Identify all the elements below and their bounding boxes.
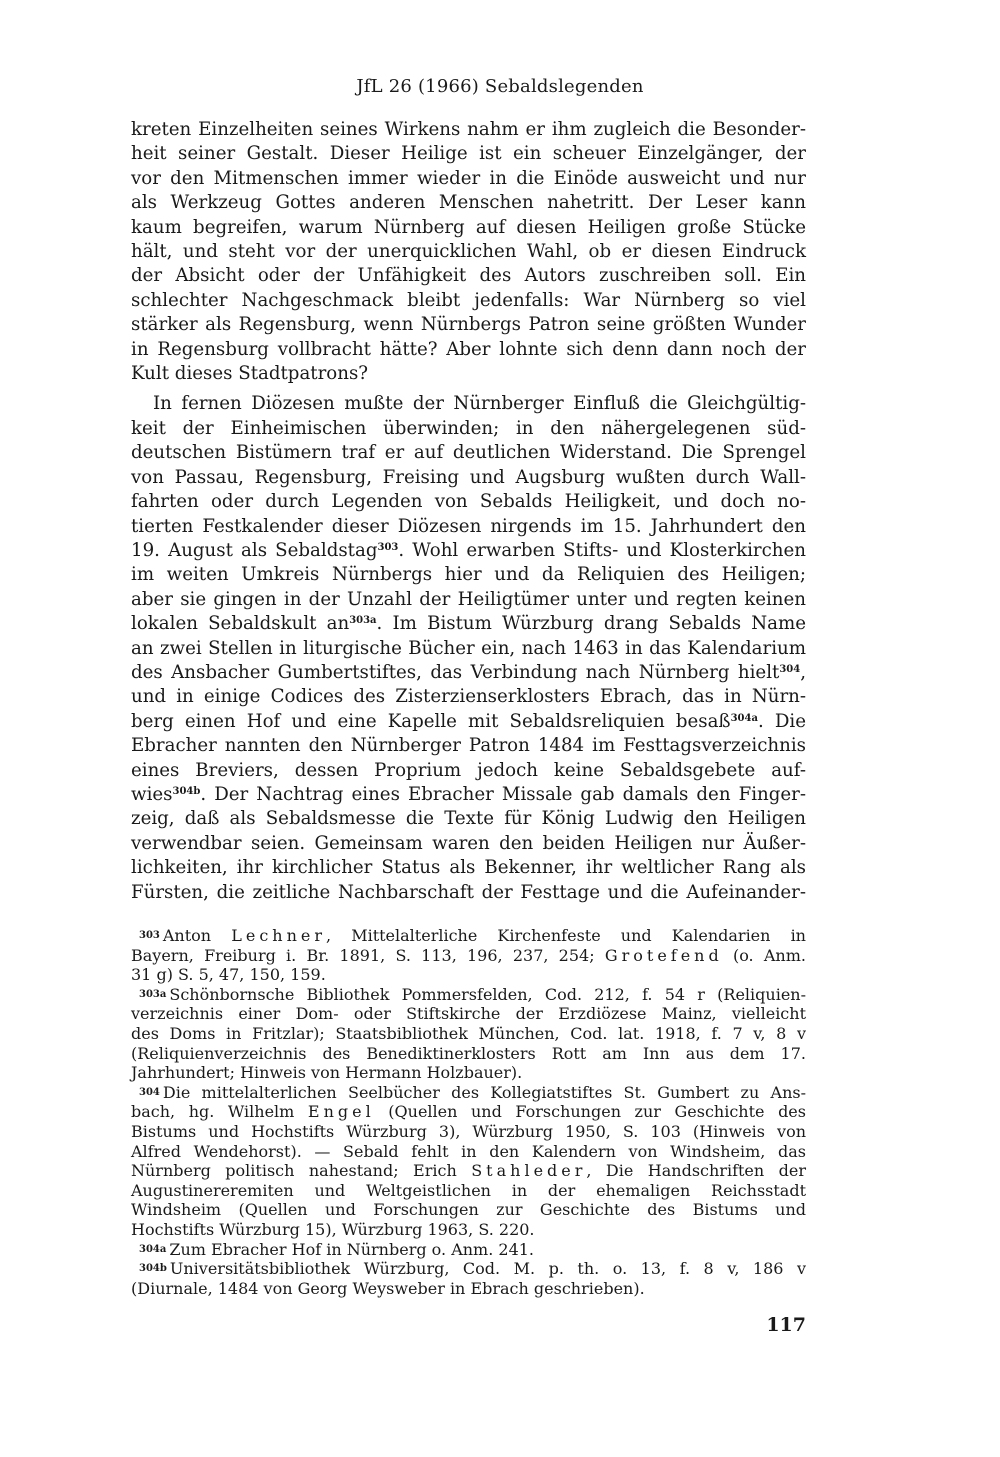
text-line: des Ansbacher Gumbertstiftes, das Verbindung nach Nürnberg hielt$^{304}$, <box>131 661 806 683</box>
text-line: kaum begreifen, warum Nürnberg auf diesen Heiligen große Stücke <box>131 216 806 238</box>
text-line: In fernen Diözesen mußte der Nürnberger Einfluß die Gleichgültig- <box>153 393 806 415</box>
footnote-ref[interactable]: 304 <box>779 663 801 675</box>
text-line: vor den Mitmenschen immer wieder in die Einöde ausweicht und nur <box>131 167 806 189</box>
main-text <box>131 118 806 905</box>
running-header: JfL 26 (1966) Sebaldslegenden <box>356 76 644 97</box>
text-line: berg einen Hof und eine Kapelle mit Sebaldsreliquien besaß$^{304a}$. Die <box>131 710 806 732</box>
text-line: eines Breviers, dessen Proprium jedoch keine Sebaldsgebete auf- <box>131 759 806 781</box>
text-line: verwendbar seien. Gemeinsam waren den beiden Heiligen nur Äußer- <box>131 832 806 854</box>
text-line: heit seiner Gestalt. Dieser Heilige ist ein scheuer Einzelgänger, der <box>131 143 806 165</box>
text-line: von Passau, Regensburg, Freising und Augsburg wußten durch Wall- <box>131 466 806 488</box>
text-line: der Absicht oder der Unfähigkeit des Autors zuschreiben soll. Ein <box>131 265 806 287</box>
footnotes <box>131 926 806 1298</box>
footnote-line: 31 g) S. 5, 47, 150, 159. <box>131 965 326 985</box>
footnote-line: Windsheim (Quellen und Forschungen zur Geschichte des Bistums und <box>131 1200 806 1220</box>
text-line: fahrten oder durch Legenden von Sebalds Heiligkeit, und doch no- <box>131 491 806 513</box>
footnote-line: (Reliquienverzeichnis des Benediktinerklosters Rott am Inn aus dem 17. <box>131 1043 806 1063</box>
text-line: als Werkzeug Gottes anderen Menschen nahetritt. Der Leser kann <box>131 192 806 214</box>
footnote-ref[interactable]: 304a <box>730 712 758 724</box>
footnote-line: bach, hg. Wilhelm Engel (Quellen und Forschungen zur Geschichte des <box>131 1102 806 1122</box>
text-line: im weiten Umkreis Nürnbergs hier und da Reliquien des Heiligen; <box>131 564 806 586</box>
footnote-line: Bistums und Hochstifts Würzburg 3), Würzburg 1950, S. 103 (Hinweis von <box>131 1121 806 1141</box>
footnote-304a: 304a Zum Ebracher Hof in Nürnberg o. Anm. 241. <box>139 1239 535 1259</box>
text-line: lichkeiten, ihr kirchlicher Status als Bekenner, ihr weltlicher Rang als <box>131 857 806 879</box>
footnote-304b: 304b Universitätsbibliothek Würzburg, Cod. M. p. th. o. 13, f. 8 v, 186 v <box>139 1259 806 1279</box>
text-line: aber sie gingen in der Unzahl der Heiligtümer unter und regten keinen <box>131 588 806 610</box>
footnote-line: des Doms in Fritzlar); Staatsbibliothek München, Cod. lat. 1918, f. 7 v, 8 v <box>131 1023 806 1043</box>
text-line: stärker als Regensburg, wenn Nürnbergs Patron seine größten Wunder <box>131 314 806 336</box>
footnote-ref[interactable]: 304b <box>172 785 201 797</box>
footnote-line: Augustinereremiten und Weltgeistlichen in der ehemaligen Reichsstadt <box>131 1180 806 1200</box>
text-line: kreten Einzelheiten seines Wirkens nahm er ihm zugleich die Besonder- <box>131 119 806 140</box>
text-line: an zwei Stellen in liturgische Bücher ein, nach 1463 in das Kalendarium <box>131 637 806 659</box>
text-line: Kult dieses Stadtpatrons? <box>131 363 369 385</box>
footnote-ref[interactable]: 303 <box>377 541 399 553</box>
footnote-line: Bayern, Freiburg i. Br. 1891, S. 113, 196, 237, 254; Grotefend (o. Anm. <box>131 945 806 965</box>
text-line: keit der Einheimischen überwinden; in den nähergelegenen süd- <box>131 417 806 439</box>
page-number: 117 <box>766 1314 806 1336</box>
text-line: in Regensburg vollbracht hätte? Aber lohnte sich denn dann noch der <box>131 338 806 360</box>
footnote-line: Jahrhundert; Hinweis von Hermann Holzbauer). <box>131 1063 523 1083</box>
text-line: Fürsten, die zeitliche Nachbarschaft der Festtage und die Aufeinander- <box>131 881 806 903</box>
footnote-line: Nürnberg politisch nahestand; Erich Stahleder, Die Handschriften der <box>131 1161 806 1181</box>
text-line: schlechter Nachgeschmack bleibt jedenfalls: War Nürnberg so viel <box>131 289 806 311</box>
text-line: deutschen Bistümern traf er auf deutlichen Widerstand. Die Sprengel <box>131 442 806 464</box>
text-line: Ebracher nannten den Nürnberger Patron 1484 im Festtagsverzeichnis <box>131 735 806 757</box>
text-line: zeig, daß als Sebaldsmesse die Texte für König Ludwig den Heiligen <box>131 808 806 830</box>
footnote-ref[interactable]: 303a <box>349 615 377 627</box>
text-line: 19. August als Sebaldstag$^{303}$. Wohl erwarben Stifts- und Klosterkirchen <box>131 539 806 561</box>
text-line: wies$^{304b}$. Der Nachtrag eines Ebracher Missale gab damals den Finger- <box>131 783 806 805</box>
footnote-304: 304 Die mittelalterlichen Seelbücher des Kollegiatstiftes St. Gumbert zu Ans- <box>139 1082 806 1102</box>
footnote-line: Alfred Wendehorst). — Sebald fehlt in den Kalendern von Windsheim, das <box>131 1141 806 1161</box>
text-line: lokalen Sebaldskult $an^{303a}$. Im Bistum Würzburg drang Sebalds Name <box>131 613 806 635</box>
text-line: hält, und steht vor der unerquicklichen Wahl, ob er diesen Eindruck <box>131 241 806 263</box>
footnote-303: 303 Anton Lechner, Mittelalterliche Kirchenfeste und Kalendarien in <box>139 926 806 945</box>
text-line: und in einige Codices des Zisterzienserklosters Ebrach, das in Nürn- <box>131 686 806 708</box>
text-line: tierten Festkalender dieser Diözesen nirgends im 15. Jahrhundert den <box>131 515 806 537</box>
footnote-line: Hochstifts Würzburg 15), Würzburg 1963, S. 220. <box>131 1219 535 1239</box>
footnote-303a: 303a Schönbornsche Bibliothek Pommersfelden, Cod. 212, f. 54 r (Reliquien- <box>139 984 806 1004</box>
footnote-line: verzeichnis einer Dom- oder Stiftskirche der Erzdiözese Mainz, vielleicht <box>131 1004 806 1024</box>
footnote-line: (Diurnale, 1484 von Georg Weysweber in Ebrach geschrieben). <box>131 1278 645 1298</box>
